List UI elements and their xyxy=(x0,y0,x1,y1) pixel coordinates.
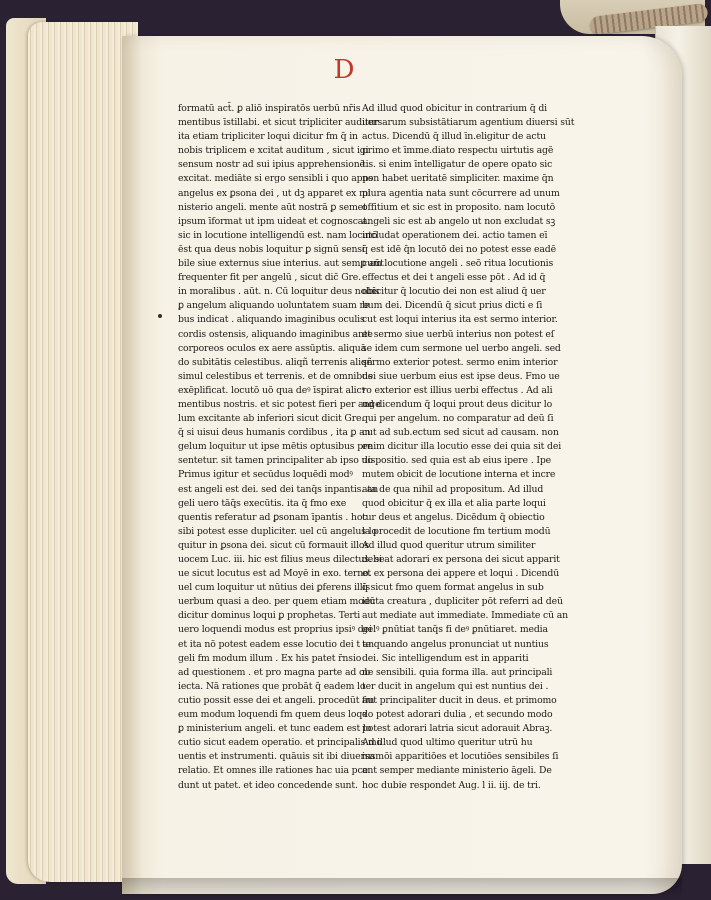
text-line: relatio. Et omnes ille rationes hac uia pce xyxy=(178,765,368,777)
text-line: bus indicat . aliquando imaginibus oculis xyxy=(178,314,365,326)
text-line: tis. si enim īntelligatur de opere opato sic xyxy=(362,159,553,171)
text-line: ad questionem . et pro magna parte ad ob xyxy=(178,666,371,678)
text-line: ter ducit in angelum qui est nuntius dei . xyxy=(362,680,549,692)
text-line: cutio sicut eadem operatio. et principalis mo xyxy=(178,737,383,749)
text-line: qui per angelum. no comparatur ad deū ſi xyxy=(362,413,554,425)
text-columns xyxy=(178,102,575,791)
text-line: iusmōi apparitiōes et locutiōes sensibiles ſi xyxy=(362,751,559,763)
text-line: uocem Luc. iii. hic est filius meus dilectus. si xyxy=(178,554,382,565)
text-line: cut est loqui interius ita est sermo interior. xyxy=(362,314,558,326)
text-line: exēplificat. locutō uō qua deꝰ īspirat alicꝰ xyxy=(178,384,365,396)
text-line: sic in locutione intelligendū est. nam locutō xyxy=(178,229,378,241)
text-line: gelꝰ ꝑnūtiat tanq̄s fi deꝰ ꝑnūtiaret. media xyxy=(362,624,548,636)
text-line: ant semper mediante ministerio āgeli. De xyxy=(362,765,552,777)
text-line: ita etiam tripliciter loqui dicitur fm q̄ in xyxy=(178,131,358,143)
text-line: quitur in ꝑsona dei. sicut cū formauit illos xyxy=(178,539,370,551)
page-gutter-shadow xyxy=(122,36,142,894)
text-line: la procedit de locutione fm tertium modū xyxy=(362,525,551,537)
text-line: te quando angelus pronunciat ut nuntius xyxy=(362,638,549,650)
text-line: sermo exterior potest. sermo enim interior xyxy=(362,356,558,368)
text-line: q̄ si uisui deus humanis cordibus , ita ꝑ an xyxy=(178,427,371,439)
text-line: q̄ est idē q̄n locutō dei no potest esse eadē xyxy=(362,243,556,255)
text-line: q̄ sicut fmo quem format angelus in sub xyxy=(362,582,544,594)
text-line: primo et īmme.diato respectu uirtutis agē xyxy=(362,145,554,157)
text-line: frequenter fit per angelū , sicut dic̄ Gre. xyxy=(178,272,361,284)
text-line: ipsum īformat ut ipm uideat et cognoscat. xyxy=(178,215,370,227)
text-line: cordis ostensis, aliquando imaginibus ante xyxy=(178,328,373,340)
text-line: non habet ueritatē simpliciter. maxime q̄n xyxy=(362,173,554,185)
text-line: et sermo siue uerbū interius non potest eſ xyxy=(362,328,555,340)
text-line: sensum nostr ad sui ipius apprehensionē xyxy=(178,159,365,171)
text-line: Ad illud quod queritur utrum similiter xyxy=(362,539,536,551)
text-line: Ad illud quod obicitur in contrarium q̄ di xyxy=(362,103,547,114)
text-line: uersarum subsistātiarum agentium diuersi sūt xyxy=(362,117,575,129)
text-line: ud dicendum q̄ loqui prout deus dicitur lo xyxy=(362,398,553,410)
text-line: geli fm modum illum . Ex his patet r̄nsio xyxy=(178,652,362,664)
text-line: angelus ex ꝑsona dei , ut dꝫ apparet ex mi xyxy=(178,187,371,199)
text-line: quod obicitur q̄ ex illa et alia parte loqui xyxy=(362,497,546,509)
text-line: actus. Dicendū q̄ illud īn.eligitur de actu xyxy=(362,131,546,143)
text-line: uentis et instrumenti. quāuis sit ibi diuersa xyxy=(178,751,375,763)
text-line: dispositio. sed quia est ab eius ipere . Ipe xyxy=(362,455,551,467)
left-text-column xyxy=(178,102,384,793)
text-line: iecta creatura , dupliciter pōt referri ad deū xyxy=(362,596,563,608)
text-line: uero loquendi modus est proprius ipsiꝰ dei xyxy=(178,624,372,636)
text-line: bile siue externus siue interius. aut semꝑ aūt xyxy=(178,258,384,270)
text-line: aut mediate aut immediate. Immediate cū an xyxy=(362,610,568,622)
text-line: mutem obicit de locutione interna et incre xyxy=(362,469,556,481)
text-line: gelum loquitur ut ipse mētis optusibus pre xyxy=(178,441,373,453)
text-line: in moralibus . aūt. n. Cū loquitur deus nobis xyxy=(178,286,380,298)
text-line: angeli sic est ab angelo ut non excludat sꝫ xyxy=(362,215,556,227)
text-line: et ex persona dei appere et loqui . Dicendū xyxy=(362,568,560,580)
text-line: includat operationem dei. actio tamen eī xyxy=(362,229,548,241)
text-line: potest adorari latria sicut adorauit Abraꝫ. xyxy=(362,723,553,735)
text-line: aut principaliter ducit in deus. et primomo xyxy=(362,694,557,706)
text-line: effectus et dei t angeli esse pōt . Ad id q̄ xyxy=(362,272,546,284)
text-line: ēst qua deus nobis loquitur ꝑ signū sensi xyxy=(178,243,365,255)
text-line: nobis triplicem e xcitat auditum , sicut igi xyxy=(178,145,369,157)
text-line: est angeli est dei. sed dei tanq̄s inpantis. an xyxy=(178,483,379,495)
text-line: uerbum quasi a deo. per quem etiam modū xyxy=(178,596,376,608)
text-line: ata de qua nihil ad propositum. Ad illud xyxy=(362,483,544,495)
text-line: geli uero tāq̄s execūtis. ita q̄ fmo exe xyxy=(178,497,347,509)
text-line: offitium et sic est in proposito. nam locutō xyxy=(362,201,556,213)
text-line: dei siue uerbum eius est ipse deus. Fmo ue xyxy=(362,370,560,382)
text-line: dunt ut patet. et ideo concedende sunt. xyxy=(178,779,358,791)
text-line: formatū act̄. ꝑ aliō inspiratōs uerbū nr̄is xyxy=(178,103,361,114)
text-line: do potest adorari dulia , et secundo modo xyxy=(362,709,553,721)
text-line: mentibus īstillabi. et sicut tripliciter auditur xyxy=(178,117,379,129)
text-line: se idem cum sermone uel uerbo angeli. sed xyxy=(362,342,561,354)
text-line: ro exterior est illius uerbi effectus . Ad ali xyxy=(362,384,553,396)
text-line: et ita nō potest eadem esse locutio dei t an xyxy=(178,638,374,650)
text-line: nisterio angeli. mente aūt nostrā ꝑ semet xyxy=(178,201,367,213)
text-line: corporeos oculos ex aere assūptis. aliquā xyxy=(178,342,367,354)
text-line: enim dicitur illa locutio esse dei quia sit dei xyxy=(362,441,562,453)
text-line: obicitur q̄ locutio dei non est aliud q̄ uer xyxy=(362,286,546,298)
text-line: sibi potest esse dupliciter. uel cū angelus lo xyxy=(178,525,377,537)
text-line: mentibus nostris. et sic potest fieri per ange xyxy=(178,398,381,410)
text-line: Primus igitur et secūdus loquēdi modꝰ xyxy=(178,469,353,481)
text-line: plura agentia nata sunt cōcurrere ad unum xyxy=(362,187,560,199)
text-line: do subitātis celestibus. aliqñ terrenis aliqñ xyxy=(178,356,373,368)
page-foot-shadow xyxy=(122,878,682,900)
right-text-column xyxy=(362,102,575,793)
text-line: uel cum loquitur ut nūtius dei ꝑferens illis xyxy=(178,582,371,594)
text-line: ue sicut locutus est ad Moyē in exo. terno. xyxy=(178,568,372,580)
text-line: dei. Sic intelligendum est in appariti xyxy=(362,652,529,664)
text-line: simul celestibus et terrenis. et de omnibus xyxy=(178,370,373,382)
text-line: excitat. mediāte si ergo sensibli i quo apps xyxy=(178,173,373,185)
text-line: ꝑ ministerium angeli. et tunc eadem est lo xyxy=(178,723,372,735)
text-line: ne sensibili. quia forma illa. aut principali xyxy=(362,666,553,678)
text-line: debeat adorari ex persona dei sicut apparit xyxy=(362,554,560,565)
text-line: bum dei. Dicendū q̄ sicut prius dicti e ſi xyxy=(362,300,543,312)
rubricated-initial: D xyxy=(333,55,355,85)
text-line: cut ad sub.ectum sed sicut ad causam. non xyxy=(362,427,559,439)
text-line: Ad illud quod ultimo queritur utrū hu xyxy=(362,737,533,749)
text-line: quentis referatur ad ꝑsonam īpantis . hoc xyxy=(178,511,368,523)
text-line: sentetur. sit tamen principaliter ab ipso uo xyxy=(178,455,373,467)
text-line: iecta. Nā rationes que probāt q̄ eadem lo xyxy=(178,680,366,692)
text-line: lum excitante ab inferiori sicut dicit Gre. xyxy=(178,413,365,425)
text-line: cutio possit esse dei et angeli. procedūt fm xyxy=(178,694,375,706)
text-line: dicitur dominus loqui ꝑ prophetas. Terti xyxy=(178,610,361,622)
marginal-mark xyxy=(158,314,162,318)
text-line: hoc dubie respondet Aug. l ii. iij. de tri. xyxy=(362,779,541,791)
text-line: eum modum loquendi fm quem deus loqꝛ xyxy=(178,709,367,721)
text-line: ꝑ angelum aliquando uoluntatem suam re xyxy=(178,300,370,312)
text-line: cum locutione angeli . seō ritua locutionis xyxy=(362,258,554,270)
text-line: tur deus et angelus. Dicēdum q̄ obiectio xyxy=(362,511,545,523)
